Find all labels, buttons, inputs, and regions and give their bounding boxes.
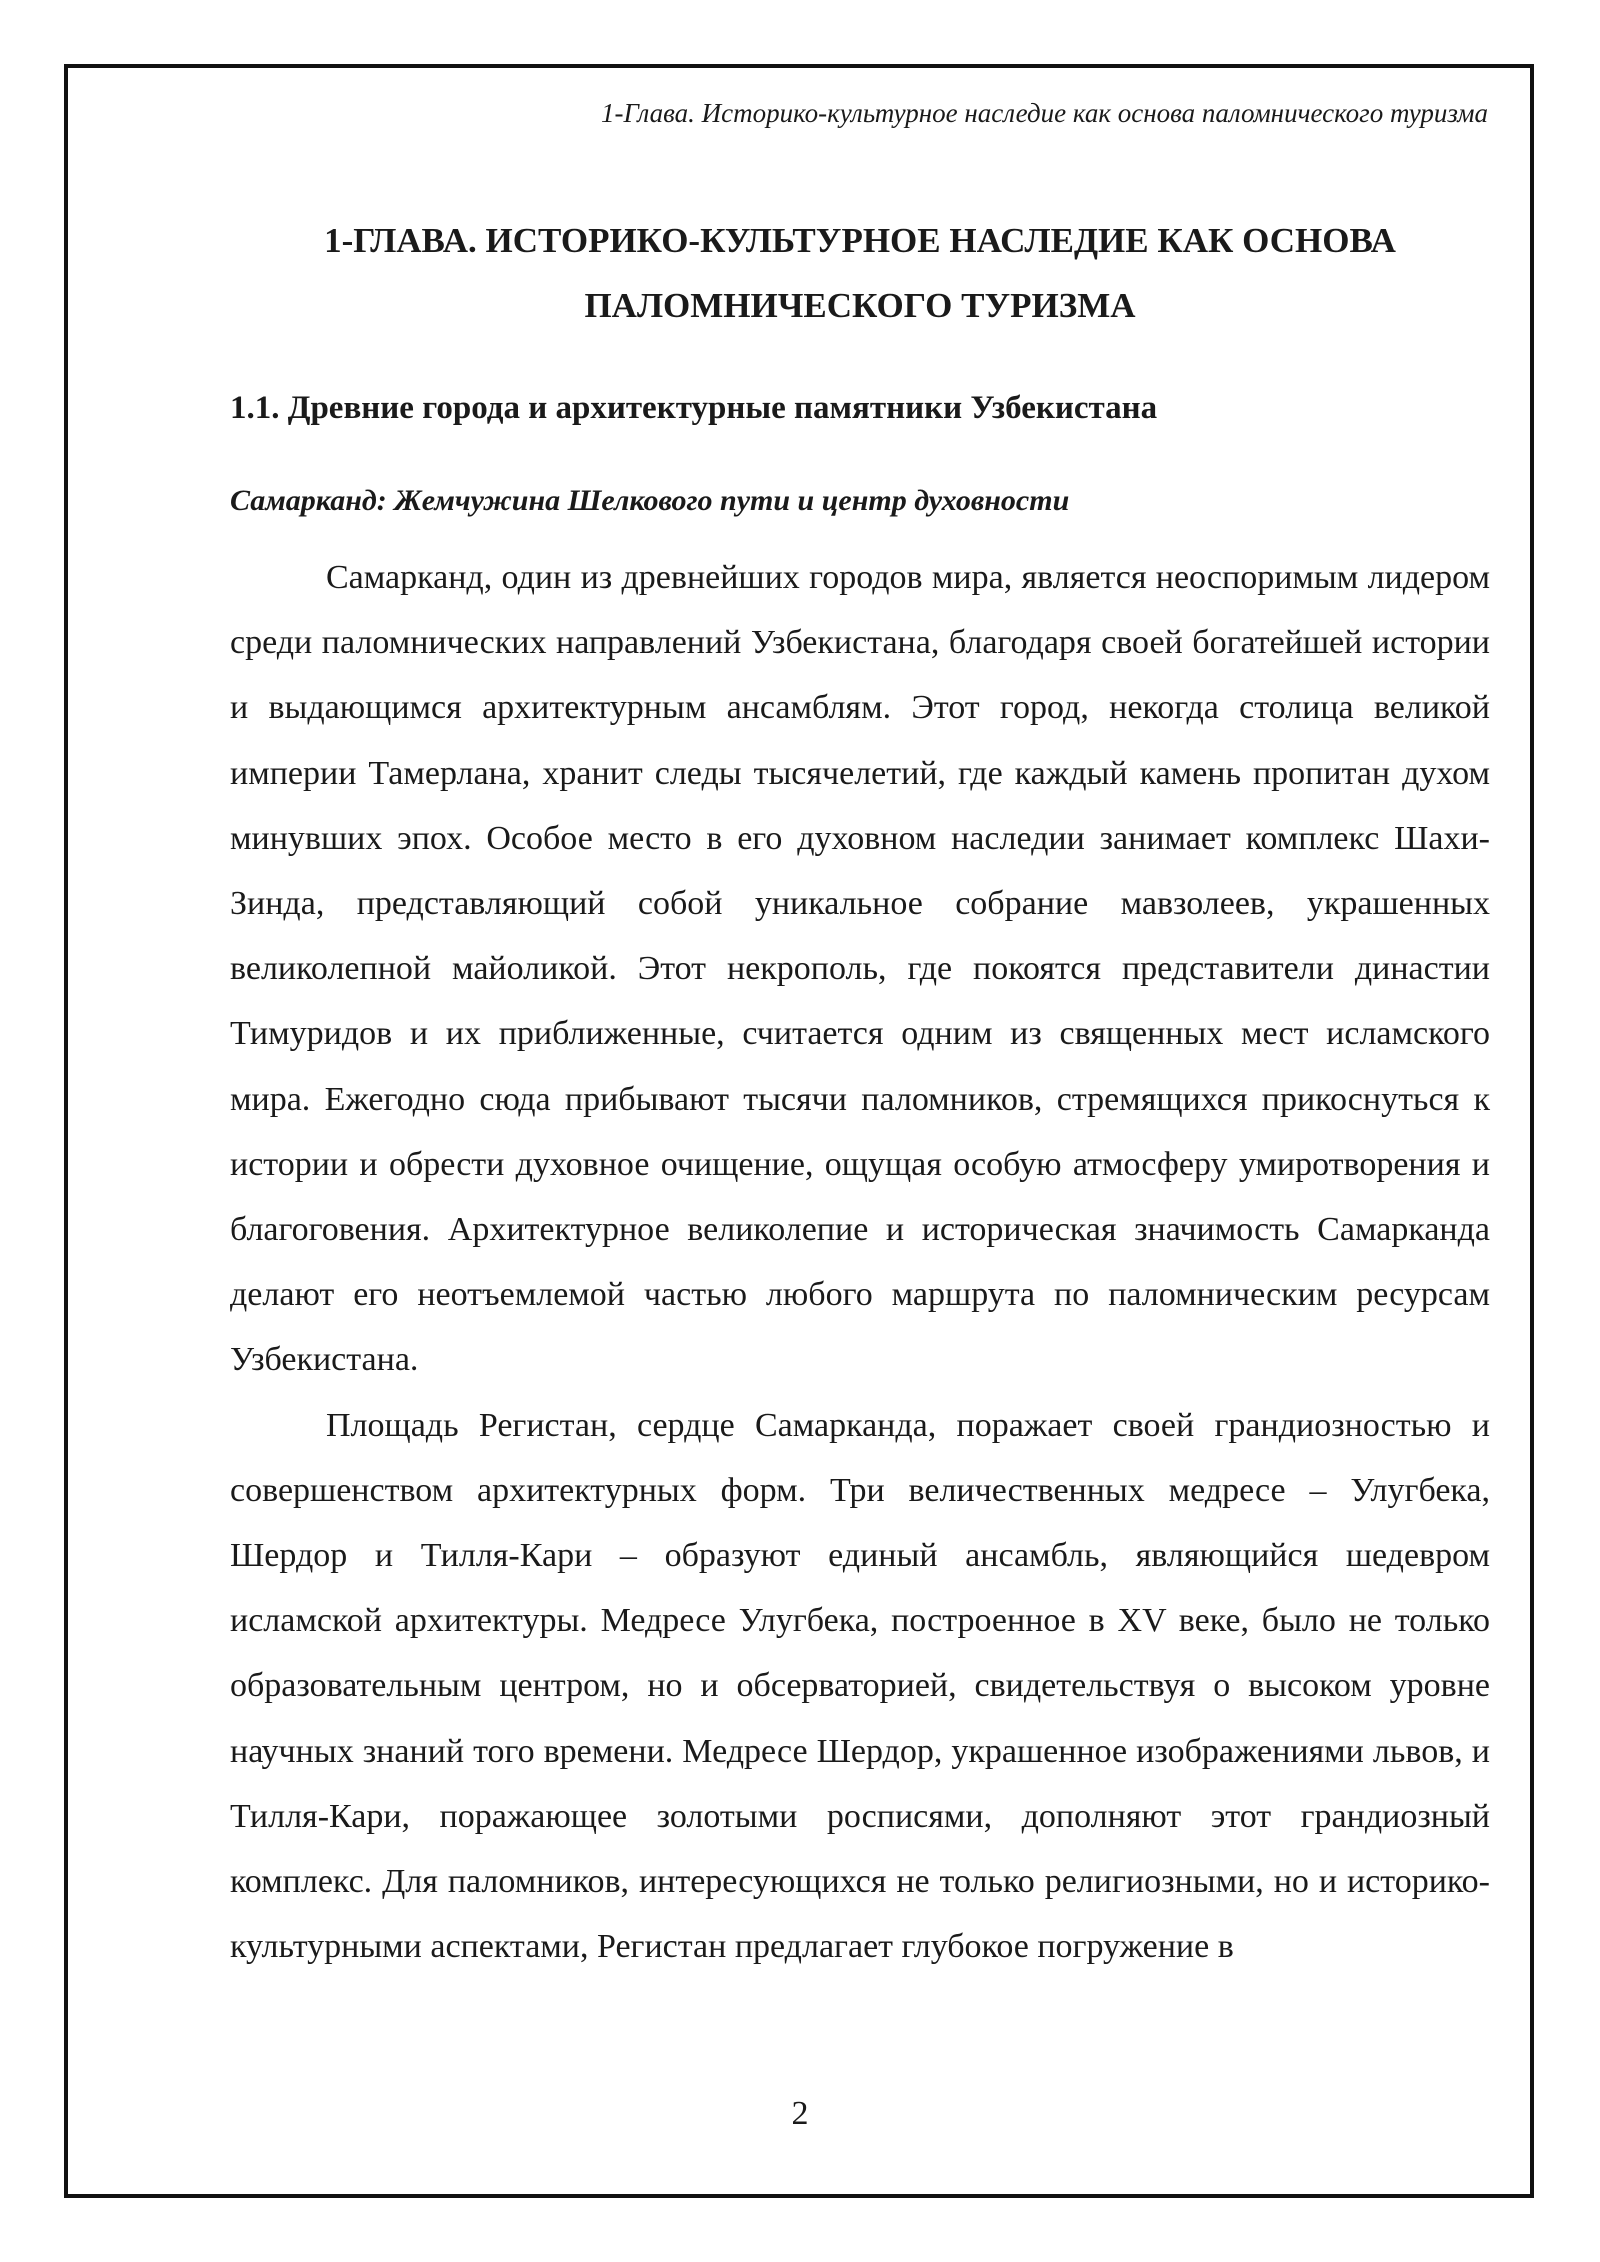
running-header: 1-Глава. Историко-культурное наследие как основа паломнического туризма: [601, 98, 1488, 128]
page-number: 2: [791, 2095, 809, 2132]
paragraph-samarkand: Самарканд, один из древнейших городов мира, является неоспоримым лидером среди паломнических направлений Узбекистана, благодаря своей богатейшей истории и выдающимся архитектурным ансамблям. Этот город, некогда столица великой империи Тамерлана, хранит следы тысячелетий, где каждый камень пропитан духом минувших эпох. Особое место в его духовном наследии занимает комплекс Шахи-Зинда, представляющий собой уникальное собрание мавзолеев, украшенных великолепной майоликой. Этот некрополь, где покоятся представители династии Тимуридов и их приближенные, считается одним из священных мест исламского мира. Ежегодно сюда прибывают тысячи паломников, стремящихся прикоснуться к истории и обрести духовное очищение, ощущая особую атмосферу умиротворения и благоговения. Архитектурное великолепие и историческая значимость Самарканда делают его неотъемлемой частью любого маршрута по паломническим ресурсам Узбекистана.: [230, 559, 1490, 1379]
body-text: [230, 545, 1490, 1979]
section-title: 1.1. Древние города и архитектурные памятники Узбекистана: [230, 390, 1158, 426]
subsection-title: Самарканд: Жемчужина Шелкового пути и центр духовности: [230, 484, 1070, 517]
paragraph-registan: Площадь Регистан, сердце Самарканда, поражает своей грандиозностью и совершенством архитектурных форм. Три величественных медресе – Улугбека, Шердор и Тилля-Кари – образуют единый ансамбль, являющийся шедевром исламской архитектуры. Медресе Улугбека, построенное в XV веке, было не только образовательным центром, но и обсерваторией, свидетельствуя о высоком уровне научных знаний того времени. Медресе Шердор, украшенное изображениями львов, и Тилля-Кари, поражающее золотыми росписями, дополняют этот грандиозный комплекс. Для паломников, интересующихся не только религиозными, но и историко-культурными аспектами, Регистан предлагает глубокое погружение в: [230, 1406, 1490, 1966]
chapter-title: 1-ГЛАВА. ИСТОРИКО-КУЛЬТУРНОЕ НАСЛЕДИЕ КАК ОСНОВА ПАЛОМНИЧЕСКОГО ТУРИЗМА: [324, 221, 1396, 325]
